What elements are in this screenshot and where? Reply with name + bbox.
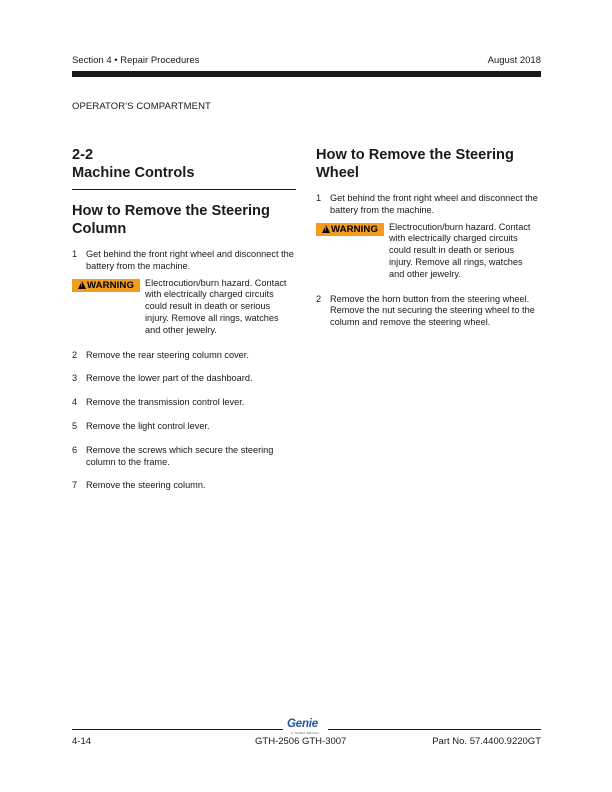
step xyxy=(72,445,296,469)
step-text: Remove the rear steering column cover. xyxy=(86,349,249,360)
warning-label: WARNING xyxy=(330,223,379,235)
footer-part-number: Part No. 57.4400.9220GT xyxy=(432,736,541,747)
header-section: Section 4 • Repair Procedures xyxy=(72,55,200,66)
step-text: Remove the horn button from the steering wheel. Remove the nut securing the steering wheel to the column and remove the steering wheel. xyxy=(330,293,535,328)
step-number: 7 xyxy=(72,480,78,491)
step-text: Remove the lower part of the dashboard. xyxy=(86,373,253,384)
warning-block xyxy=(316,222,540,281)
step xyxy=(72,397,296,409)
warning-label: WARNING xyxy=(86,279,135,291)
footer-page-number: 4-14 xyxy=(72,736,92,747)
step-text: Get behind the front right wheel and disconnect the battery from the machine. xyxy=(86,249,294,271)
section-number: 2-2 xyxy=(72,147,94,163)
step-number: 3 xyxy=(72,373,78,384)
step xyxy=(72,249,296,273)
footer-rule-left xyxy=(72,729,283,730)
step-text: Remove the transmission control lever. xyxy=(86,397,245,408)
genie-logo: Genie xyxy=(287,718,318,730)
procedure-heading-wheel: How to Remove the Steering Wheel xyxy=(316,147,514,181)
footer-models: GTH-2506 GTH-3007 xyxy=(255,736,347,747)
header-date: August 2018 xyxy=(487,55,541,66)
step-number: 2 xyxy=(316,293,322,304)
steps-list-column xyxy=(72,249,296,492)
step xyxy=(316,193,540,217)
section-title: Machine Controls xyxy=(72,165,195,181)
step-number: 2 xyxy=(72,349,78,360)
step-number: 4 xyxy=(72,397,78,408)
step-text: Remove the steering column. xyxy=(86,480,206,491)
step-number: 1 xyxy=(316,193,322,203)
logo-tagline: A TEREX BRAND xyxy=(291,731,319,735)
warning-triangle-icon xyxy=(322,225,330,233)
steps-list-wheel xyxy=(316,193,540,329)
step-text: Remove the screws which secure the steering column to the frame. xyxy=(86,444,274,467)
step-text: Get behind the front right wheel and disconnect the battery from the machine. xyxy=(330,193,538,215)
warning-block xyxy=(72,278,296,337)
title-rule xyxy=(72,189,296,190)
header-rule xyxy=(72,71,541,77)
step xyxy=(72,480,296,492)
step xyxy=(72,421,296,433)
section-label: OPERATOR'S COMPARTMENT xyxy=(72,101,211,112)
warning-badge xyxy=(72,279,140,292)
right-column xyxy=(316,146,540,341)
step-number: 6 xyxy=(72,444,78,455)
warning-text: Electrocution/burn hazard. Contact with electrically charged circuits could result in death or serious injury. Remove all rings, watches and other jewelry. xyxy=(145,277,287,335)
step xyxy=(72,373,296,385)
warning-badge xyxy=(316,223,384,236)
step-text: Remove the light control lever. xyxy=(86,420,210,431)
footer-rule-right xyxy=(328,729,541,730)
left-column xyxy=(72,146,296,504)
step xyxy=(316,294,540,329)
warning-triangle-icon xyxy=(78,281,86,289)
step xyxy=(72,350,296,362)
step-number: 1 xyxy=(72,249,78,259)
procedure-heading-column: How to Remove the Steering Column xyxy=(72,203,270,237)
step-number: 5 xyxy=(72,420,78,431)
warning-text: Electrocution/burn hazard. Contact with electrically charged circuits could result in death or serious injury. Remove all rings, watches and other jewelry. xyxy=(389,221,531,279)
